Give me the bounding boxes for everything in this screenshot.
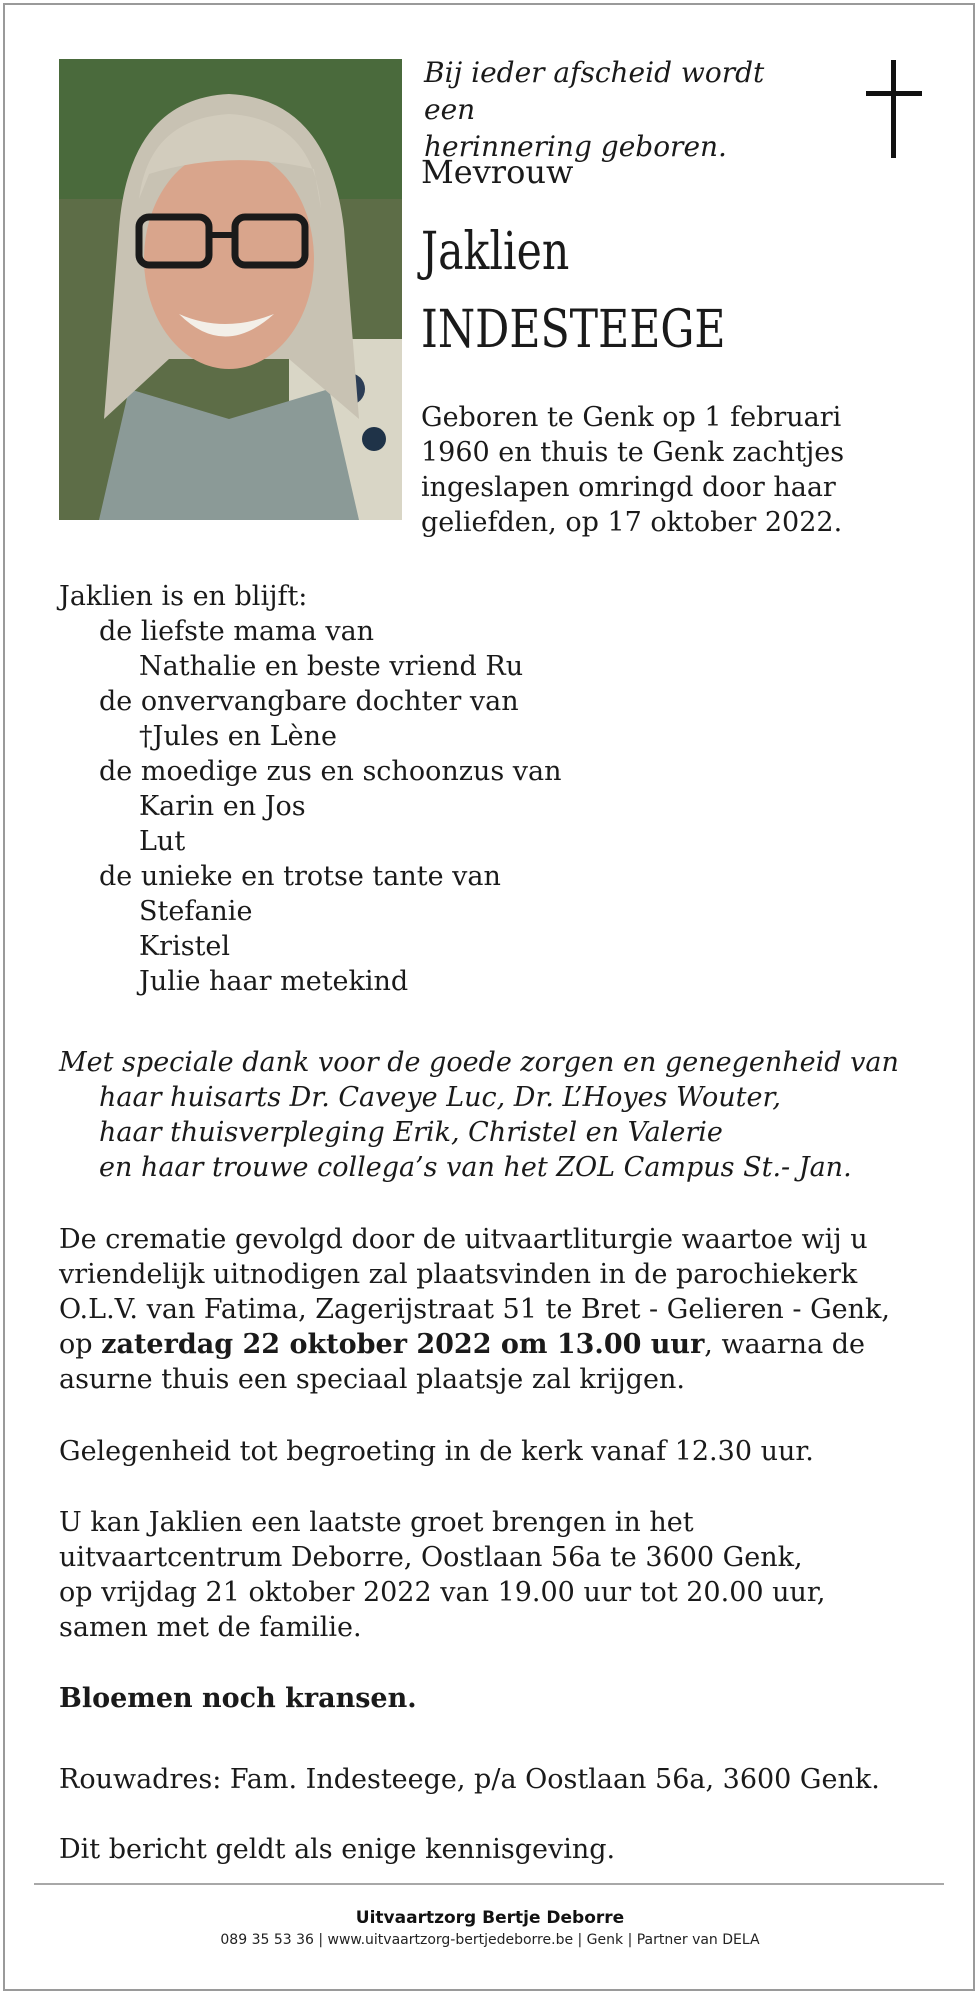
- visit-line: op vrijdag 21 oktober 2022 van 19.00 uur tot 20.00 uur,: [59, 1577, 826, 1608]
- thanks-line: haar thuisverpleging Erik, Christel en Valerie: [99, 1117, 723, 1148]
- ceremony-text: op: [59, 1329, 102, 1360]
- family-name: Lut: [139, 826, 186, 857]
- family-name: Stefanie: [139, 896, 253, 927]
- family-name: Julie haar metekind: [139, 966, 409, 997]
- family-intro: Jaklien is en blijft:: [59, 581, 308, 612]
- ceremony-text: , waarna de: [704, 1329, 866, 1360]
- family-role: de onvervangbare dochter van: [99, 686, 519, 717]
- last-name: INDESTEEGE: [421, 300, 726, 360]
- visit-section: [59, 1505, 929, 1645]
- family-role: de liefste mama van: [99, 616, 375, 647]
- visit-line: uitvaartcentrum Deborre, Oostlaan 56a te 3600 Genk,: [59, 1542, 803, 1573]
- visit-line: U kan Jaklien een laatste groet brengen in het: [59, 1507, 694, 1538]
- ceremony-line: O.L.V. van Fatima, Zagerijstraat 51 te Bret - Gelieren - Genk,: [59, 1294, 890, 1325]
- family-name: Nathalie en beste vriend Ru: [139, 651, 524, 682]
- family-role: de moedige zus en schoonzus van: [99, 756, 562, 787]
- flowers-notice: Bloemen noch kransen.: [59, 1683, 417, 1714]
- birth-line: ingeslapen omringd door haar: [421, 472, 836, 503]
- ceremony-line: vriendelijk uitnodigen zal plaatsvinden in de parochiekerk: [59, 1259, 858, 1290]
- latin-cross-icon: [866, 60, 922, 160]
- mourning-address: Rouwadres: Fam. Indesteege, p/a Oostlaan 56a, 3600 Genk.: [59, 1764, 880, 1795]
- family-name: †Jules en Lène: [139, 721, 337, 752]
- family-section: [59, 579, 929, 999]
- ceremony-line: De crematie gevolgd door de uitvaartliturgie waartoe wij u: [59, 1224, 868, 1255]
- thanks-line: haar huisarts Dr. Caveye Luc, Dr. L’Hoyes Wouter,: [99, 1082, 781, 1113]
- greeting-text: Gelegenheid tot begroeting in de kerk vanaf 12.30 uur.: [59, 1436, 814, 1467]
- visit-line: samen met de familie.: [59, 1612, 362, 1643]
- ceremony-section: [59, 1222, 929, 1397]
- ceremony-line: asurne thuis een speciaal plaatsje zal krijgen.: [59, 1364, 685, 1395]
- honorific-title: Mevrouw: [421, 153, 574, 191]
- notice-text: Dit bericht geldt als enige kennisgeving.: [59, 1834, 616, 1865]
- thanks-line: Met speciale dank voor de goede zorgen en genegenheid van: [59, 1047, 899, 1078]
- funeral-home-contact: 089 35 53 36 | www.uitvaartzorg-bertjedeborre.be | Genk | Partner van DELA: [220, 1932, 760, 1948]
- motto-line: herinnering geboren.: [424, 130, 727, 163]
- ceremony-datetime: zaterdag 22 oktober 2022 om 13.00 uur: [101, 1329, 705, 1360]
- thanks-section: [59, 1045, 929, 1185]
- birth-line: Geboren te Genk op 1 februari: [421, 402, 842, 433]
- footer-divider: [34, 1883, 944, 1885]
- birth-line: geliefden, op 17 oktober 2022.: [421, 507, 843, 538]
- first-name: Jaklien: [421, 222, 570, 282]
- family-name: Karin en Jos: [139, 791, 306, 822]
- birth-line: 1960 en thuis te Genk zachtjes: [421, 437, 845, 468]
- motto: [424, 54, 824, 165]
- thanks-line: en haar trouwe collega’s van het ZOL Campus St.- Jan.: [99, 1152, 852, 1183]
- funeral-home-name: Uitvaartzorg Bertje Deborre: [355, 1908, 625, 1928]
- motto-line: Bij ieder afscheid wordt een: [424, 56, 765, 126]
- family-role: de unieke en trotse tante van: [99, 861, 501, 892]
- portrait-photo: [59, 59, 402, 520]
- ceremony-line: [59, 1327, 929, 1362]
- family-name: Kristel: [139, 931, 231, 962]
- birth-death-text: [421, 400, 881, 540]
